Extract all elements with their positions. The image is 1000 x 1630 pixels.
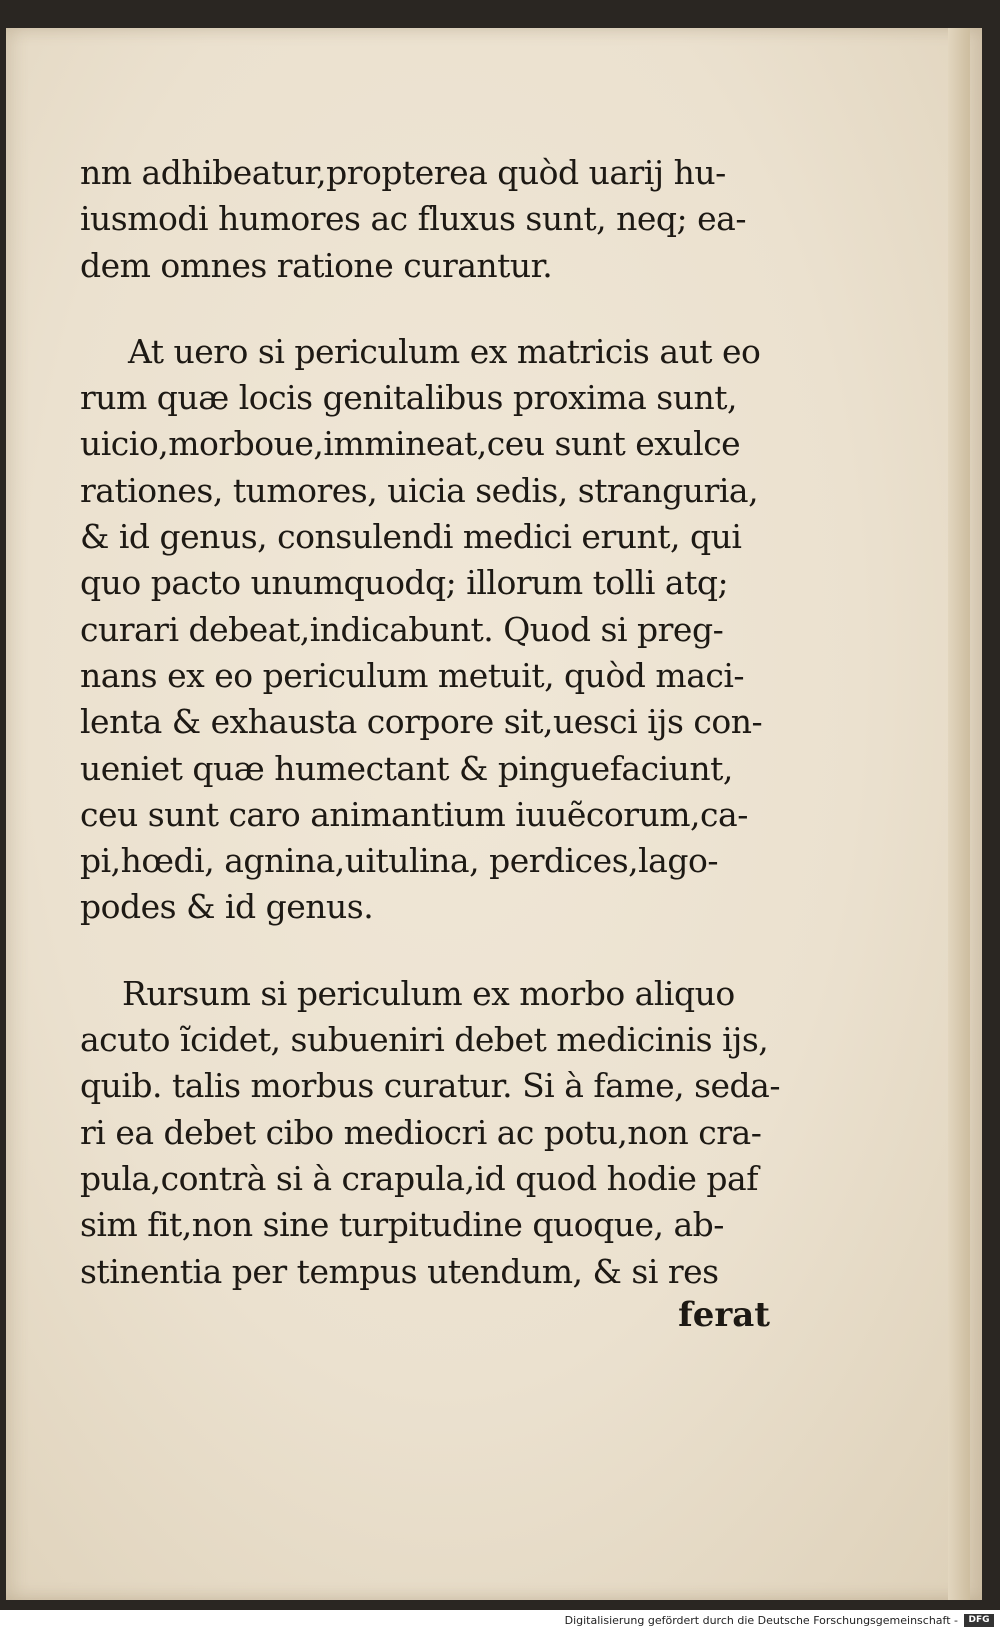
- text-line: rum quæ locis genitalibus proxima sunt,: [80, 378, 737, 418]
- text-line: nans ex eo periculum metuit, quòd maci-: [80, 655, 745, 695]
- text-line: uicio,morboue,immineat,ceu sunt exulce: [80, 424, 741, 464]
- text-line: quo pacto unumquodq; illorum tolli atq;: [80, 563, 729, 603]
- paragraph-1: [80, 150, 780, 289]
- text-line: pula,contrà si à crapula,id quod hodie paf: [80, 1158, 758, 1198]
- text-line: quib. talis morbus curatur. Si à fame, seda-: [80, 1066, 780, 1106]
- text-line: dem omnes ratione curantur.: [80, 245, 553, 285]
- text-line: ceu sunt caro animantium iuuẽcorum,ca-: [80, 794, 748, 834]
- page-edge: [948, 28, 970, 1600]
- text-line: iusmodi humores ac fluxus sunt, neq; ea-: [80, 199, 746, 239]
- text-line: lenta & exhausta corpore sit,uesci ijs con-: [80, 702, 763, 742]
- catchword: ferat: [678, 1295, 770, 1335]
- text-line: stinentia per tempus utendum, & si res: [80, 1251, 719, 1291]
- paragraph-2: [80, 329, 780, 931]
- text-line: nm adhibeatur,propterea quòd uarij hu-: [80, 153, 726, 192]
- text-line: At uero si periculum ex matricis aut eo: [128, 331, 761, 371]
- text-line: rationes, tumores, uicia sedis, stranguria,: [80, 470, 759, 510]
- body-text: [80, 150, 780, 1295]
- text-line: acuto ĩcidet, subueniri debet medicinis ijs,: [80, 1020, 769, 1060]
- digitization-footer: [0, 1610, 1000, 1630]
- text-line: sim fit,non sine turpitudine quoque, ab-: [80, 1205, 724, 1245]
- text-line: curari debeat,indicabunt. Quod si preg-: [80, 609, 724, 649]
- paragraph-3: [80, 971, 780, 1295]
- footer-credit: Digitalisierung gefördert durch die Deutsche Forschungsgemeinschaft -: [564, 1614, 958, 1627]
- text-line: ri ea debet cibo mediocri ac potu,non cra-: [80, 1112, 762, 1152]
- text-line: podes & id genus.: [80, 887, 374, 927]
- text-line: ueniet quæ humectant & pinguefaciunt,: [80, 748, 733, 788]
- dfg-logo: DFG: [964, 1614, 994, 1627]
- text-line: pi,hœdi, agnina,uitulina, perdices,lago-: [80, 841, 718, 881]
- text-line: Rursum si periculum ex morbo aliquo: [122, 973, 735, 1013]
- text-line: & id genus, consulendi medici erunt, qui: [80, 517, 742, 557]
